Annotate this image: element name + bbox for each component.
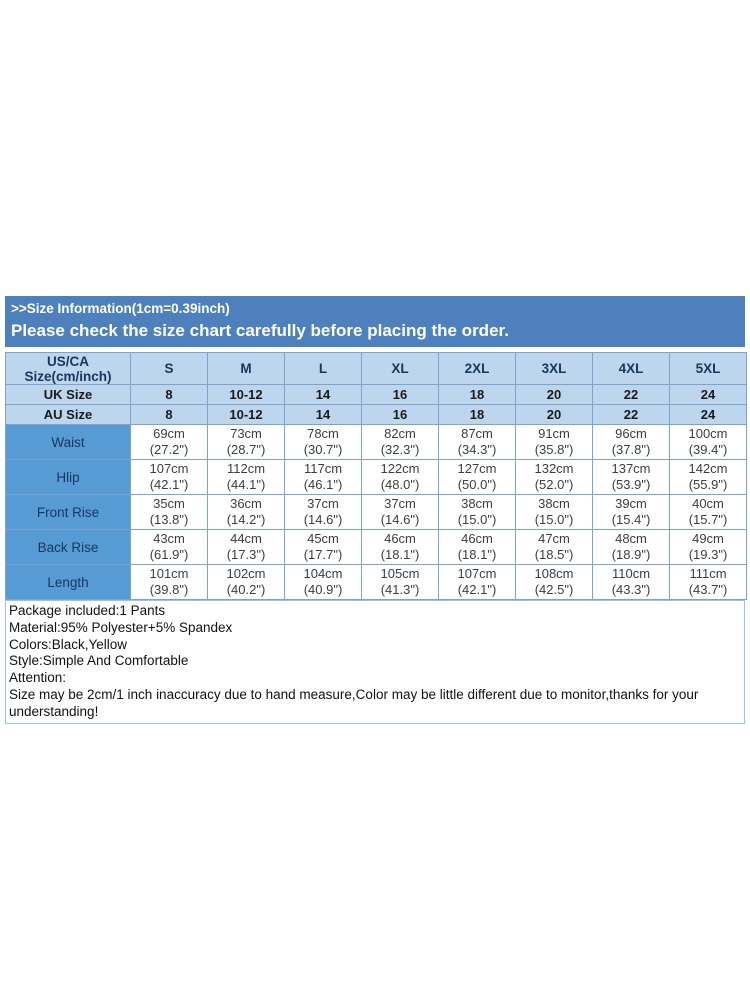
header-size-5xl: 5XL — [670, 353, 747, 385]
front-rise-cell — [208, 495, 285, 530]
waist-label: Waist — [6, 425, 131, 460]
note-material: Material:95% Polyester+5% Spandex — [9, 619, 233, 635]
value-cm: 102cm — [226, 566, 266, 581]
value-cm: 35cm — [153, 496, 185, 511]
hip-row — [6, 460, 747, 495]
value-cm: 46cm — [384, 531, 416, 546]
value-inch: (17.3") — [226, 547, 266, 562]
value-inch: (48.0") — [380, 477, 420, 492]
value-inch: (15.0") — [534, 512, 574, 527]
value-inch: (18.5") — [534, 547, 574, 562]
value-inch: (40.2") — [226, 582, 266, 597]
header-size-2xl: 2XL — [439, 353, 516, 385]
value-cm: 100cm — [688, 426, 728, 441]
note-colors: Colors:Black,Yellow — [9, 636, 128, 652]
value-cm: 38cm — [538, 496, 570, 511]
value-inch: (13.8") — [149, 512, 189, 527]
header-label-line1: US/CA — [46, 353, 89, 369]
value-inch: (39.4") — [688, 442, 728, 457]
value-inch: (44.1") — [226, 477, 266, 492]
header-label-line2: Size(cm/inch) — [24, 368, 112, 384]
header-size-xl: XL — [362, 353, 439, 385]
hip-cell — [208, 460, 285, 495]
value-inch: (42.1") — [149, 477, 189, 492]
value-cm: 36cm — [230, 496, 262, 511]
value-cm: 96cm — [615, 426, 647, 441]
value-cm: 101cm — [149, 566, 189, 581]
value-inch: (15.0") — [457, 512, 497, 527]
back-rise-cell — [362, 530, 439, 565]
size-header-row — [6, 353, 747, 385]
value-cm: 37cm — [307, 496, 339, 511]
front-rise-cell — [131, 495, 208, 530]
value-cm: 46cm — [461, 531, 493, 546]
value-inch: (28.7") — [226, 442, 266, 457]
au-size-label: AU Size — [6, 405, 131, 425]
front-rise-label: Front Rise — [6, 495, 131, 530]
value-inch: (14.6") — [380, 512, 420, 527]
value-cm: 73cm — [230, 426, 262, 441]
waist-cell — [593, 425, 670, 460]
value-cm: 69cm — [153, 426, 185, 441]
au-size-value: 8 — [131, 405, 208, 425]
value-cm: 87cm — [461, 426, 493, 441]
value-inch: (41.3") — [380, 582, 420, 597]
back-rise-label: Back Rise — [6, 530, 131, 565]
value-cm: 39cm — [615, 496, 647, 511]
length-row — [6, 565, 747, 600]
value-cm: 132cm — [534, 461, 574, 476]
size-info-banner — [5, 296, 745, 347]
length-cell — [670, 565, 747, 600]
au-size-row — [6, 405, 747, 425]
value-inch: (14.6") — [303, 512, 343, 527]
back-rise-cell — [593, 530, 670, 565]
au-size-value: 24 — [670, 405, 747, 425]
size-chart-content — [5, 296, 745, 724]
back-rise-cell — [670, 530, 747, 565]
value-inch: (14.2") — [226, 512, 266, 527]
header-size-3xl: 3XL — [516, 353, 593, 385]
waist-cell — [670, 425, 747, 460]
value-cm: 38cm — [461, 496, 493, 511]
value-inch: (30.7") — [303, 442, 343, 457]
value-inch: (37.8") — [611, 442, 651, 457]
front-rise-cell — [362, 495, 439, 530]
au-size-value: 22 — [593, 405, 670, 425]
value-inch: (61.9") — [149, 547, 189, 562]
uk-size-value: 22 — [593, 385, 670, 405]
value-cm: 82cm — [384, 426, 416, 441]
value-cm: 110cm — [611, 566, 651, 581]
hip-cell — [362, 460, 439, 495]
value-inch: (35.8") — [534, 442, 574, 457]
hip-cell — [670, 460, 747, 495]
length-cell — [208, 565, 285, 600]
back-rise-cell — [439, 530, 516, 565]
uk-size-value: 20 — [516, 385, 593, 405]
value-cm: 49cm — [692, 531, 724, 546]
hip-cell — [516, 460, 593, 495]
note-style: Style:Simple And Comfortable — [9, 653, 189, 669]
banner-subtitle: Please check the size chart carefully before placing the order. — [11, 321, 509, 340]
value-inch: (17.7") — [303, 547, 343, 562]
header-size-m: M — [208, 353, 285, 385]
uk-size-value: 18 — [439, 385, 516, 405]
value-inch: (50.0") — [457, 477, 497, 492]
value-inch: (53.9") — [611, 477, 651, 492]
value-inch: (46.1") — [303, 477, 343, 492]
length-cell — [516, 565, 593, 600]
value-cm: 40cm — [692, 496, 724, 511]
waist-cell — [208, 425, 285, 460]
value-cm: 44cm — [230, 531, 262, 546]
uk-size-value: 14 — [285, 385, 362, 405]
length-cell — [362, 565, 439, 600]
au-size-value: 14 — [285, 405, 362, 425]
length-cell — [593, 565, 670, 600]
note-attention: Attention: — [9, 670, 67, 686]
length-label: Length — [6, 565, 131, 600]
front-rise-cell — [670, 495, 747, 530]
uk-size-value: 10-12 — [208, 385, 285, 405]
value-cm: 122cm — [380, 461, 420, 476]
value-cm: 107cm — [149, 461, 189, 476]
waist-cell — [131, 425, 208, 460]
hip-label: Hlip — [6, 460, 131, 495]
value-inch: (40.9") — [303, 582, 343, 597]
value-cm: 37cm — [384, 496, 416, 511]
length-cell — [439, 565, 516, 600]
value-cm: 45cm — [307, 531, 339, 546]
value-cm: 43cm — [153, 531, 185, 546]
note-package: Package included:1 Pants — [9, 603, 166, 618]
length-cell — [285, 565, 362, 600]
hip-cell — [593, 460, 670, 495]
back-rise-cell — [131, 530, 208, 565]
value-inch: (55.9") — [688, 477, 728, 492]
value-cm: 142cm — [688, 461, 728, 476]
value-inch: (18.1") — [380, 547, 420, 562]
value-cm: 111cm — [689, 566, 727, 581]
uk-size-value: 8 — [131, 385, 208, 405]
front-rise-row — [6, 495, 747, 530]
hip-cell — [285, 460, 362, 495]
value-inch: (18.1") — [457, 547, 497, 562]
value-cm: 117cm — [303, 461, 343, 476]
front-rise-cell — [439, 495, 516, 530]
value-inch: (27.2") — [149, 442, 189, 457]
value-cm: 48cm — [615, 531, 647, 546]
note-disclaimer: Size may be 2cm/1 inch inaccuracy due to hand measure,Color may be little different due to monitor,thanks for your understanding! — [9, 686, 699, 719]
value-inch: (15.7") — [688, 512, 728, 527]
hip-cell — [131, 460, 208, 495]
value-inch: (42.5") — [534, 582, 574, 597]
uk-size-value: 24 — [670, 385, 747, 405]
value-cm: 78cm — [307, 426, 339, 441]
value-inch: (42.1") — [457, 582, 497, 597]
au-size-value: 10-12 — [208, 405, 285, 425]
au-size-value: 16 — [362, 405, 439, 425]
au-size-value: 18 — [439, 405, 516, 425]
value-inch: (43.7") — [688, 582, 728, 597]
value-inch: (52.0") — [534, 477, 574, 492]
header-size-s: S — [131, 353, 208, 385]
length-cell — [131, 565, 208, 600]
header-size-4xl: 4XL — [593, 353, 670, 385]
size-table — [5, 352, 747, 600]
waist-cell — [516, 425, 593, 460]
au-size-value: 20 — [516, 405, 593, 425]
value-cm: 104cm — [303, 566, 343, 581]
value-cm: 108cm — [534, 566, 574, 581]
value-inch: (34.3") — [457, 442, 497, 457]
value-inch: (15.4") — [611, 512, 651, 527]
hip-cell — [439, 460, 516, 495]
value-cm: 105cm — [380, 566, 420, 581]
front-rise-cell — [285, 495, 362, 530]
back-rise-cell — [208, 530, 285, 565]
back-rise-row — [6, 530, 747, 565]
value-inch: (18.9") — [611, 547, 651, 562]
value-cm: 107cm — [457, 566, 497, 581]
waist-cell — [439, 425, 516, 460]
waist-row — [6, 425, 747, 460]
uk-size-value: 16 — [362, 385, 439, 405]
back-rise-cell — [516, 530, 593, 565]
uk-size-label: UK Size — [6, 385, 131, 405]
value-cm: 112cm — [226, 461, 266, 476]
header-uscasize-label — [6, 353, 131, 385]
waist-cell — [285, 425, 362, 460]
banner-title: >>Size Information(1cm=0.39inch) — [11, 301, 230, 316]
front-rise-cell — [516, 495, 593, 530]
value-cm: 47cm — [538, 531, 570, 546]
value-cm: 127cm — [457, 461, 497, 476]
header-size-l: L — [285, 353, 362, 385]
uk-size-row — [6, 385, 747, 405]
value-inch: (43.3") — [611, 582, 651, 597]
value-inch: (19.3") — [688, 547, 728, 562]
value-inch: (32.3") — [380, 442, 420, 457]
back-rise-cell — [285, 530, 362, 565]
front-rise-cell — [593, 495, 670, 530]
value-cm: 137cm — [611, 461, 651, 476]
product-notes — [5, 600, 745, 724]
value-cm: 91cm — [538, 426, 570, 441]
value-inch: (39.8") — [149, 582, 189, 597]
waist-cell — [362, 425, 439, 460]
